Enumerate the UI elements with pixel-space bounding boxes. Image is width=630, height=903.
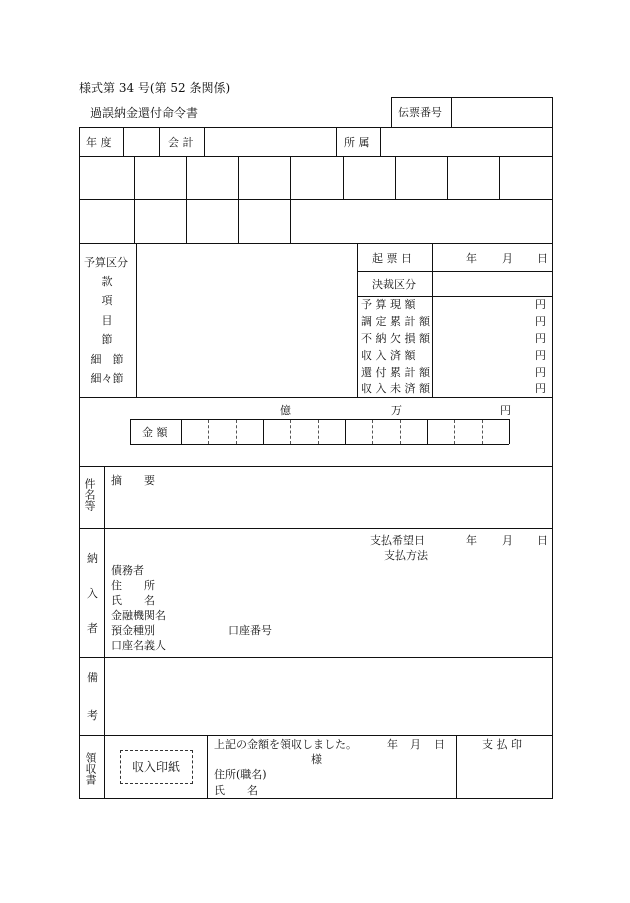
received-text: 上記の金額を領収しました。: [214, 738, 357, 751]
budget-code-field[interactable]: [137, 244, 357, 397]
payment-seal-label: 支 払 印: [482, 738, 522, 751]
year-label: 年 度: [86, 136, 112, 149]
amount-label: 予 算 現 額: [361, 298, 416, 311]
receipt-name-label: 氏 名: [214, 784, 258, 797]
amount-label: 金 額: [142, 426, 168, 439]
budget-saisaisetsu: 細々節: [90, 372, 124, 385]
budget-setsu: 節: [101, 333, 113, 346]
decision-field[interactable]: [433, 272, 552, 296]
account-field[interactable]: [205, 128, 336, 156]
amount-unit: 円: [535, 349, 546, 362]
account-holder-label: 口座名義人: [111, 639, 166, 652]
receipt-day: 日: [434, 738, 445, 751]
oku-unit: 億: [280, 404, 291, 417]
draft-month: 月: [502, 252, 513, 265]
form-title: 過誤納金還付命令書: [90, 106, 199, 120]
summary-field[interactable]: [105, 490, 552, 528]
bank-label: 金融機関名: [111, 609, 166, 622]
budget-saisetsu: 細 節: [90, 353, 124, 366]
deposit-type-label: 預金種別: [111, 624, 155, 637]
amount-unit: 円: [535, 298, 546, 311]
draft-year: 年: [466, 252, 477, 265]
draft-date-label: 起 票 日: [372, 252, 412, 265]
amount-label: 収 入 済 額: [361, 349, 416, 362]
summary-label: 摘 要: [111, 474, 155, 487]
slip-number-label: 伝票番号: [398, 106, 442, 119]
pay-year: 年: [466, 534, 477, 547]
payer-side-label-2: 入: [87, 587, 98, 600]
remarks-field[interactable]: [105, 658, 552, 735]
payer-side-label-1: 納: [87, 552, 98, 565]
payer-side-label-3: 者: [87, 622, 98, 635]
amount-label: 還 付 累 計 額: [361, 366, 430, 379]
receipt-month: 月: [410, 738, 421, 751]
draft-day: 日: [537, 252, 548, 265]
amount-unit: 円: [535, 366, 546, 379]
budget-kou: 項: [101, 294, 113, 307]
amount-label: 不 納 欠 損 額: [361, 332, 430, 345]
affiliation-field[interactable]: [381, 128, 552, 156]
amount-label: 収 入 未 済 額: [361, 382, 430, 395]
account-label: 会 計: [168, 136, 194, 149]
name-label: 氏 名: [111, 594, 155, 607]
sama-label: 様: [311, 753, 322, 766]
year-field[interactable]: [124, 128, 159, 156]
matter-side-label: 件名等: [83, 478, 96, 511]
amount-unit: 円: [535, 315, 546, 328]
budget-kan: 款: [101, 275, 113, 288]
receipt-side-label: 領収書: [84, 752, 97, 785]
remarks-side-label-1: 備: [87, 671, 98, 684]
form-number-label: 様式第 34 号(第 52 条関係): [79, 81, 231, 95]
budget-label: 予算区分: [84, 256, 128, 269]
address-label: 住 所: [111, 579, 155, 592]
amount-label: 調 定 累 計 額: [361, 315, 430, 328]
amount-unit: 円: [535, 332, 546, 345]
revenue-stamp-label: 収入印紙: [131, 760, 180, 774]
pay-date-label: 支払希望日: [370, 534, 425, 547]
affiliation-label: 所 属: [344, 136, 370, 149]
pay-month: 月: [502, 534, 513, 547]
amount-unit: 円: [535, 382, 546, 395]
pay-day: 日: [537, 534, 548, 547]
man-unit: 万: [391, 404, 402, 417]
amount-digits-field[interactable]: [182, 420, 509, 444]
payment-seal-field[interactable]: [457, 752, 552, 798]
budget-moku: 目: [101, 314, 113, 327]
receipt-address-label: 住所(職名): [214, 768, 267, 781]
pay-method-label: 支払方法: [384, 549, 428, 562]
remarks-side-label-2: 考: [87, 709, 98, 722]
slip-number-field[interactable]: [451, 98, 551, 126]
receipt-year: 年: [387, 738, 398, 751]
account-number-label: 口座番号: [228, 624, 272, 637]
debtor-label: 債務者: [111, 564, 144, 577]
decision-label: 決裁区分: [372, 278, 416, 291]
yen-unit: 円: [500, 404, 511, 417]
